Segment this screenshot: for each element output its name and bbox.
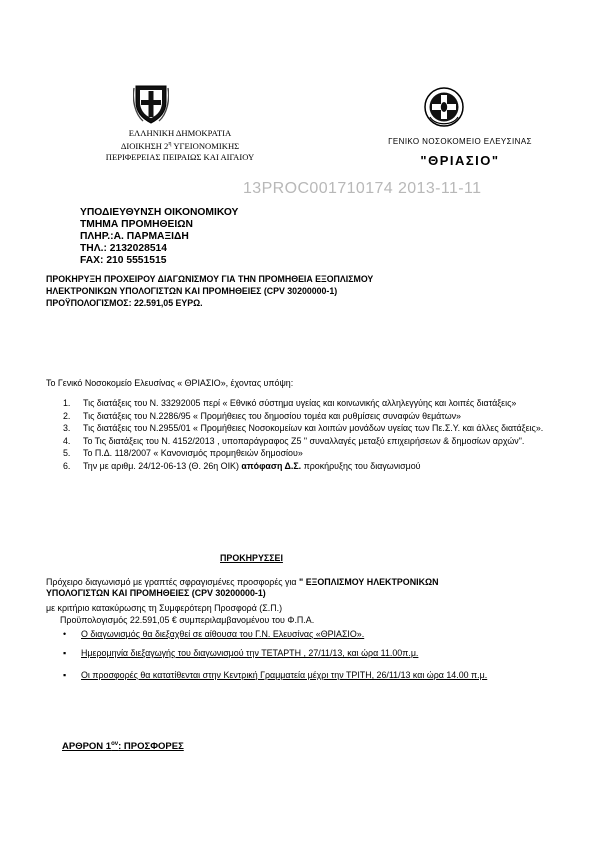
department-line: FAX: 210 5551515 (80, 255, 167, 266)
department-block (80, 207, 238, 267)
list-number: 2. (63, 410, 71, 421)
tender-subject: " ΕΞΟΠΛΙΣΜΟΥ ΗΛΕΚΤΡΟΝΙΚΩΝ (299, 577, 439, 587)
list-number: 5. (63, 448, 71, 458)
greek-coat-of-arms-logo (133, 82, 169, 124)
subject-block (46, 273, 373, 309)
list-text: Τις διατάξεις του Ν.2286/95 « Προμήθειες του δημοσίου τομέα και ρυθμίσεις συναφών θεμάτων» (83, 410, 461, 421)
list-item (46, 411, 546, 423)
proclaims-heading: ΠΡΟΚΗΡΥΣΣΕΙ (220, 553, 283, 563)
list-item (46, 423, 546, 435)
list-item (60, 628, 550, 640)
department-line: ΥΠΟΔΙΕΥΘΥΝΣΗ ΟΙΚΟΝΟΜΙΚΟΥ (80, 207, 239, 218)
bullet-text: Οι προσφορές θα κατατίθενται στην Κεντρική Γραμματεία μέχρι την ΤΡΙΤΗ, 26/11/13 και ώρα 14.00 π.μ. (81, 670, 488, 680)
award-criterion: με κριτήριο κατακύρωσης τη Συμφερότερη Προσφορά (Σ.Π.) (46, 603, 283, 613)
tender-text: Πρόχειρο διαγωνισμό με γραπτές σφραγισμένες προσφορές για (46, 577, 297, 587)
list-text: Την με αριθμ. 24/12-06-13 (Θ. 26η ΟΙΚ) (83, 460, 239, 471)
list-item (60, 647, 550, 659)
subject-line: ΗΛΕΚΤΡΟΝΙΚΩΝ ΥΠΟΛΟΓΙΣΤΩΝ ΚΑΙ ΠΡΟΜΗΘΕΙΕΣ (CPV 30200000-1) (46, 286, 338, 296)
hospital-logo (423, 86, 465, 128)
bullet-icon: • (63, 629, 67, 639)
bullet-icon: ▪ (63, 670, 67, 680)
list-item (46, 461, 546, 473)
list-number: 4. (63, 435, 71, 446)
list-text: Τις διατάξεις του Ν. 33292005 περί « Εθνικό σύστημα υγείας και κοινωνικής αλληλεγγύης και λοιπές διατάξεις» (83, 398, 517, 408)
hospital-name: ΓΕΝΙΚΟ ΝΟΣΟΚΟΜΕΙΟ ΕΛΕΥΣΙΝΑΣ (388, 137, 532, 146)
budget-line: Προϋπολογισμός 22.591,05 € συμπεριλαμβανομένου του Φ.Π.Α. (60, 615, 315, 625)
article-heading (62, 741, 184, 752)
tender-details-list (60, 628, 550, 691)
issuer-line: ΕΛΛΗΝΙΚΗ ΔΗΜΟΚΡΑΤΙΑ (128, 128, 232, 138)
list-text: προκήρυξης του διαγωνισμού (303, 460, 421, 471)
article-label: ΑΡΘΡΟΝ 1 (62, 741, 112, 753)
list-item (46, 436, 546, 448)
list-number: 3. (63, 423, 71, 433)
bullet-icon: ▪ (63, 648, 67, 658)
list-item (46, 448, 546, 460)
list-number: 6. (63, 460, 71, 471)
article-suffix: ον (111, 741, 119, 747)
list-text: Το Π.Δ. 118/2007 « Κανονισμός προμηθειών δημοσίου» (83, 448, 303, 458)
issuer-line: ΔΙΟΙΚΗΣΗ $2^\eta$ ΥΓΕΙΟΝΟΜΙΚΗΣ (120, 140, 240, 151)
bullet-text: Ημερομηνία διεξαγωγής του διαγωνισμού την ΤΕΤΑΡΤΗ , 27/11/13, και ώρα 11.00π.μ. (81, 648, 419, 658)
considerations-list (46, 398, 546, 473)
tender-description (46, 577, 556, 599)
issuer-header (95, 128, 265, 163)
department-line: ΠΛΗΡ.:Α. ΠΑΡΜΑΞΙΔΗ (80, 231, 189, 242)
list-text: Τις διατάξεις του Ν.2955/01 « Προμήθειες Νοσοκομείων και λοιπών μονάδων υγείας των Πε.Σ.Υ. και άλλες διατάξεις». (83, 423, 544, 433)
hospital-short-name: "ΘΡΙΑΣΙΟ" (420, 153, 500, 168)
list-item (46, 398, 546, 410)
subject-line: ΠΡΟΫΠΟΛΟΓΙΣΜΟΣ: 22.591,05 ΕΥΡΩ. (46, 298, 203, 308)
decision-reference: απόφαση Δ.Σ. (241, 460, 302, 471)
document-stamp: 13PROC001710174 2013-11-11 (243, 180, 482, 197)
department-line: ΤΗΛ.: 2132028514 (80, 243, 168, 254)
article-title: : ΠΡΟΣΦΟΡΕΣ (118, 741, 184, 753)
issuer-line: ΠΕΡΙΦΕΡΕΙΑΣ ΠΕΙΡΑΙΩΣ ΚΑΙ ΑΙΓΑΙΟΥ (105, 151, 255, 162)
list-text: Το Τις διατάξεις του Ν. 4152/2013 , υποπαράγραφος Ζ5 " συναλλαγές μεταξύ επιχειρήσεων & δημοσίων αρχών". (83, 435, 525, 446)
department-line: ΤΜΗΜΑ ΠΡΟΜΗΘΕΙΩΝ (80, 219, 193, 230)
subject-line: ΠΡΟΚΗΡΥΞΗ ΠΡΟΧΕΙΡΟΥ ΔΙΑΓΩΝΙΣΜΟΥ ΓΙΑ ΤΗΝ ΠΡΟΜΗΘΕΙΑ ΕΞΟΠΛΙΣΜΟΥ (46, 274, 374, 284)
list-number: 1. (63, 398, 71, 408)
list-item (60, 666, 550, 684)
bullet-text: Ο διαγωνισμός θα διεξαχθεί σε αίθουσα του Γ.Ν. Ελευσίνας «ΘΡΙΑΣΙΟ». (81, 629, 365, 639)
hospital-header (360, 136, 560, 168)
tender-subject-cont: ΥΠΟΛΟΓΙΣΤΩΝ ΚΑΙ ΠΡΟΜΗΘΕΙΕΣ (CPV 30200000-1) (46, 588, 266, 598)
intro-text: Το Γενικό Νοσοκομείο Ελευσίνας « ΘΡΙΑΣΙΟ», έχοντας υπόψη: (46, 378, 294, 388)
